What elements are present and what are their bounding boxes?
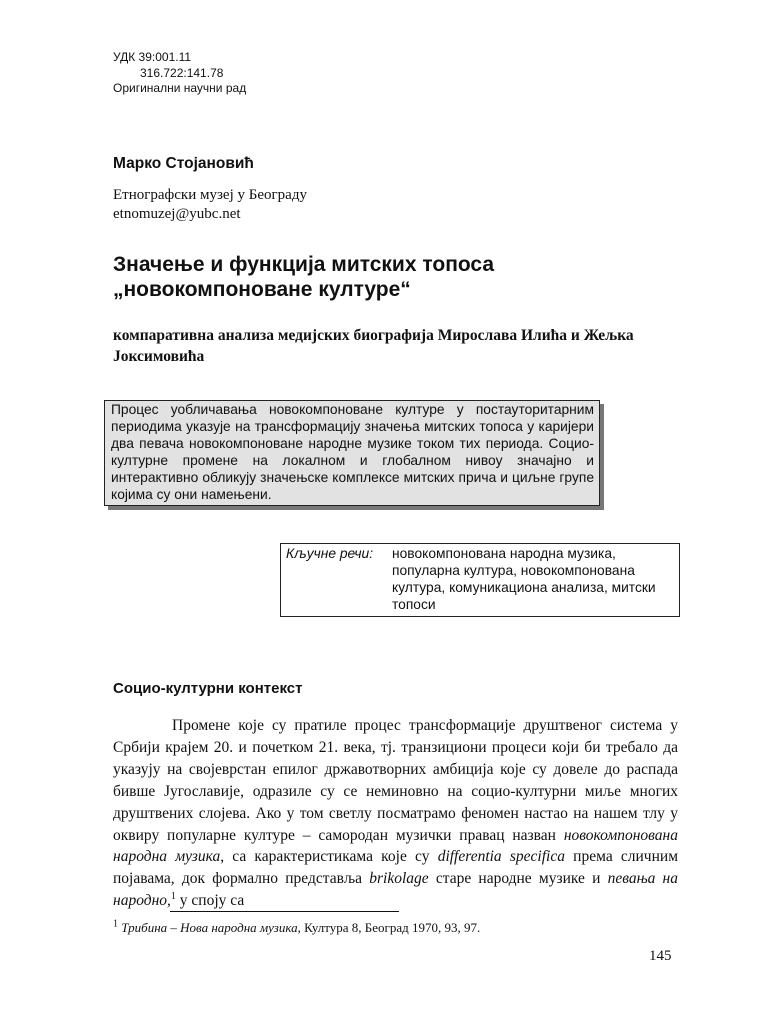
udk-code-line1: УДК 39:001.11 bbox=[113, 50, 192, 64]
text-run: у споју са bbox=[175, 892, 245, 910]
author-name: Марко Стојановић bbox=[113, 155, 254, 172]
italic-term: differentia specifica bbox=[437, 848, 565, 866]
abstract-box bbox=[104, 400, 600, 506]
abstract-text: Процес уобличавања новокомпоноване културе у постауторитарним периодима указује на трансформацију значења митских топоса у каријери два певача новокомпоноване народне музике током тих периода. Социо-културне промене на локалном и глобалном нивоу значајно и интерактивно обликују значењске комплексе митских прича и циљне групе којима су они намењени. bbox=[111, 402, 594, 502]
footnote-number: 1 bbox=[113, 918, 118, 930]
title-line-1: Значење и функција митских топоса bbox=[113, 253, 495, 276]
paragraph-text bbox=[113, 715, 678, 912]
footnote-italic: Трибина – Нова народна музика bbox=[121, 920, 298, 935]
body-paragraph bbox=[113, 715, 678, 912]
footnote-ref[interactable]: 1 bbox=[170, 891, 176, 903]
text-run: Промене које су пратиле процес трансформације друштвеног система у Србији крајем 20. и почетком 21. века, тј. транзициони процеси који би требало да указују на својеврстан епилог државотворних амбиција које су довеле до распада бивше Југославије, одразиле су се неминовно на социо-културни миље многих друштвених слојева. Ако у том светлу посматрамо феномен настао на нашем тлу у оквиру популарне културе – самородан музички правац назван bbox=[113, 717, 678, 844]
institution: Етнографски музеј у Београду bbox=[113, 187, 307, 203]
text-run: , са карактеристикама које су bbox=[220, 848, 438, 866]
footnote-text: , Култура 8, Београд 1970, 93, 97. bbox=[297, 920, 481, 935]
title-line-2: „новокомпоноване културе“ bbox=[113, 278, 411, 301]
udk-block bbox=[113, 50, 246, 97]
keywords-label: Кључне речи: bbox=[286, 546, 374, 561]
italic-term: певања на народно, bbox=[113, 870, 679, 910]
section-heading: Социо-културни контекст bbox=[113, 680, 303, 697]
article-type: Оригинални научни рад bbox=[113, 81, 247, 95]
keywords-text: новокомпонована народна музика, популарна култура, новокомпонована култура, комуникациона анализа, митски топоси bbox=[392, 546, 656, 612]
author-affiliation bbox=[113, 186, 307, 224]
footnote bbox=[113, 920, 480, 936]
text-run: старе народне музике и bbox=[428, 870, 608, 888]
footnote-divider bbox=[170, 911, 399, 912]
page-number: 145 bbox=[649, 948, 672, 964]
udk-code-line2: 316.722:141.78 bbox=[140, 65, 224, 80]
text-run: према сличним појавама, док формално представља bbox=[113, 848, 678, 888]
article-subtitle: компаративна анализа медијских биографија Мирослава Илића и Жељка Јоксимовића bbox=[113, 327, 634, 365]
italic-term: новокомпонована народна музика bbox=[113, 826, 678, 866]
italic-term: brikolage bbox=[369, 870, 429, 888]
article-title bbox=[113, 252, 494, 302]
author-email[interactable]: etnomuzej@yubc.net bbox=[113, 206, 241, 222]
keywords-box bbox=[280, 543, 680, 617]
